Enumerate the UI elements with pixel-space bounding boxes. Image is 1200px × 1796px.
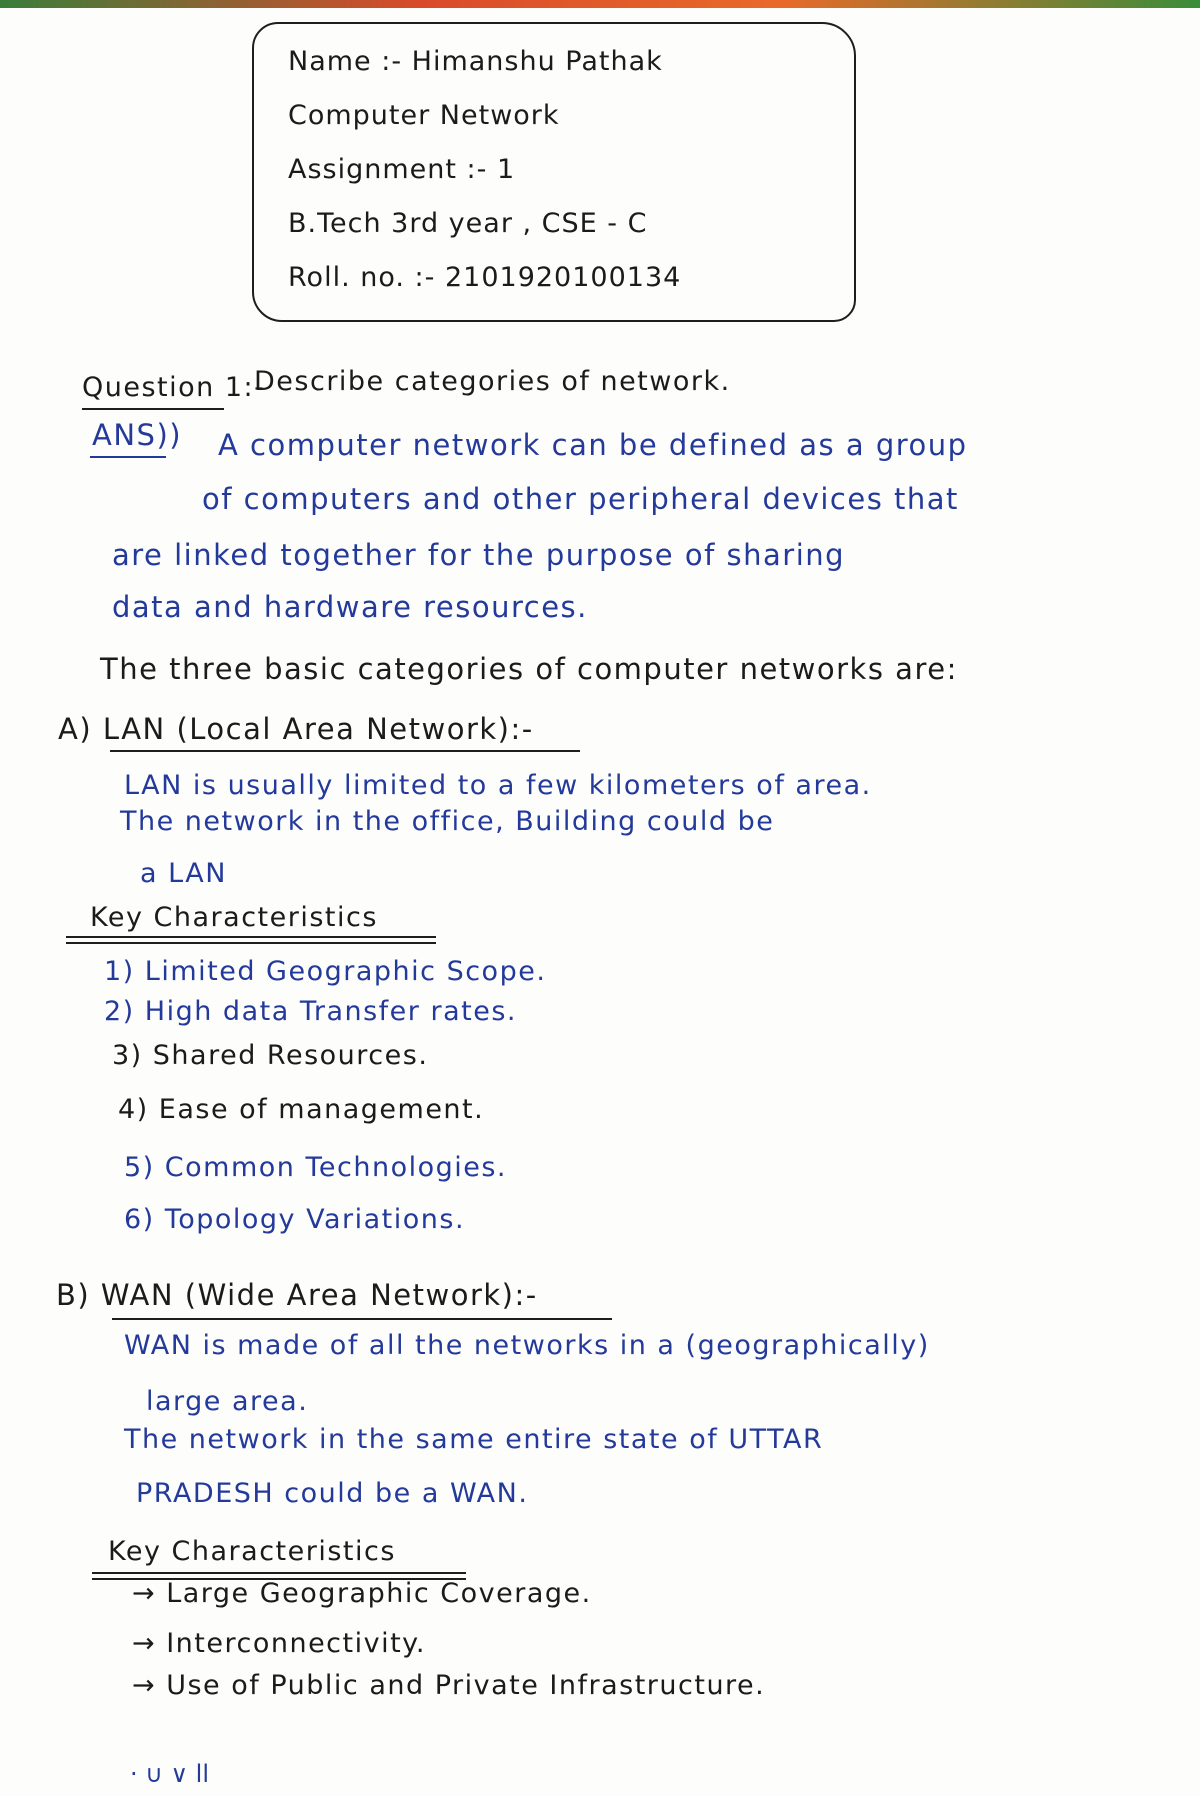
lan-heading-underline — [110, 750, 580, 752]
lan-desc-line-1: LAN is usually limited to a few kilometers of area. — [124, 770, 872, 801]
question-text: Describe categories of network. — [254, 366, 731, 397]
lan-item-6: 6) Topology Variations. — [124, 1204, 466, 1235]
lan-item-2: 2) High data Transfer rates. — [104, 996, 517, 1027]
wan-desc-line-1: WAN is made of all the networks in a (geographically) — [124, 1330, 930, 1361]
lan-desc-line-3: a LAN — [140, 858, 227, 889]
wan-item-3: → Use of Public and Private Infrastructure. — [132, 1670, 766, 1701]
answer-intro: The three basic categories of computer networks are: — [100, 652, 958, 686]
wan-item-1: → Large Geographic Coverage. — [132, 1578, 592, 1609]
page-top-edge — [0, 0, 1200, 8]
question-underline — [82, 408, 224, 410]
wan-heading-underline — [112, 1318, 612, 1320]
lan-desc-line-2: The network in the office, Building could be — [120, 806, 775, 837]
answer-underline — [90, 456, 166, 458]
roll-number: Roll. no. :- 2101920100134 — [288, 262, 682, 293]
wan-desc-line-2: large area. — [146, 1386, 309, 1417]
subject-name: Computer Network — [288, 100, 560, 131]
page-bottom-marks: · ∪ ∨ ll — [130, 1760, 209, 1788]
wan-heading: B) WAN (Wide Area Network):- — [56, 1278, 538, 1312]
question-label: Question 1:- — [82, 372, 266, 403]
course-info: B.Tech 3rd year , CSE - C — [288, 208, 648, 239]
wan-key-underline-1 — [92, 1572, 466, 1574]
lan-item-4: 4) Ease of management. — [118, 1094, 485, 1125]
wan-key-title: Key Characteristics — [108, 1536, 396, 1567]
lan-key-underline-1 — [66, 936, 436, 938]
answer-label: ANS)) — [92, 418, 183, 452]
wan-desc-line-3: The network in the same entire state of UTTAR — [124, 1424, 824, 1455]
wan-desc-line-4: PRADESH could be a WAN. — [136, 1478, 529, 1509]
header-box — [252, 22, 856, 322]
answer-line-3: are linked together for the purpose of sharing — [112, 538, 846, 572]
wan-item-2: → Interconnectivity. — [132, 1628, 426, 1659]
lan-heading: A) LAN (Local Area Network):- — [58, 712, 534, 746]
answer-line-2: of computers and other peripheral devices that — [202, 482, 959, 516]
lan-item-1: 1) Limited Geographic Scope. — [104, 956, 547, 987]
student-name: Name :- Himanshu Pathak — [288, 46, 663, 77]
lan-item-5: 5) Common Technologies. — [124, 1152, 508, 1183]
assignment-number: Assignment :- 1 — [288, 154, 516, 185]
answer-line-1: A computer network can be defined as a group — [218, 428, 968, 462]
lan-item-3: 3) Shared Resources. — [112, 1040, 429, 1071]
lan-key-underline-2 — [66, 942, 436, 944]
answer-line-4: data and hardware resources. — [112, 590, 588, 624]
lan-key-title: Key Characteristics — [90, 902, 378, 933]
